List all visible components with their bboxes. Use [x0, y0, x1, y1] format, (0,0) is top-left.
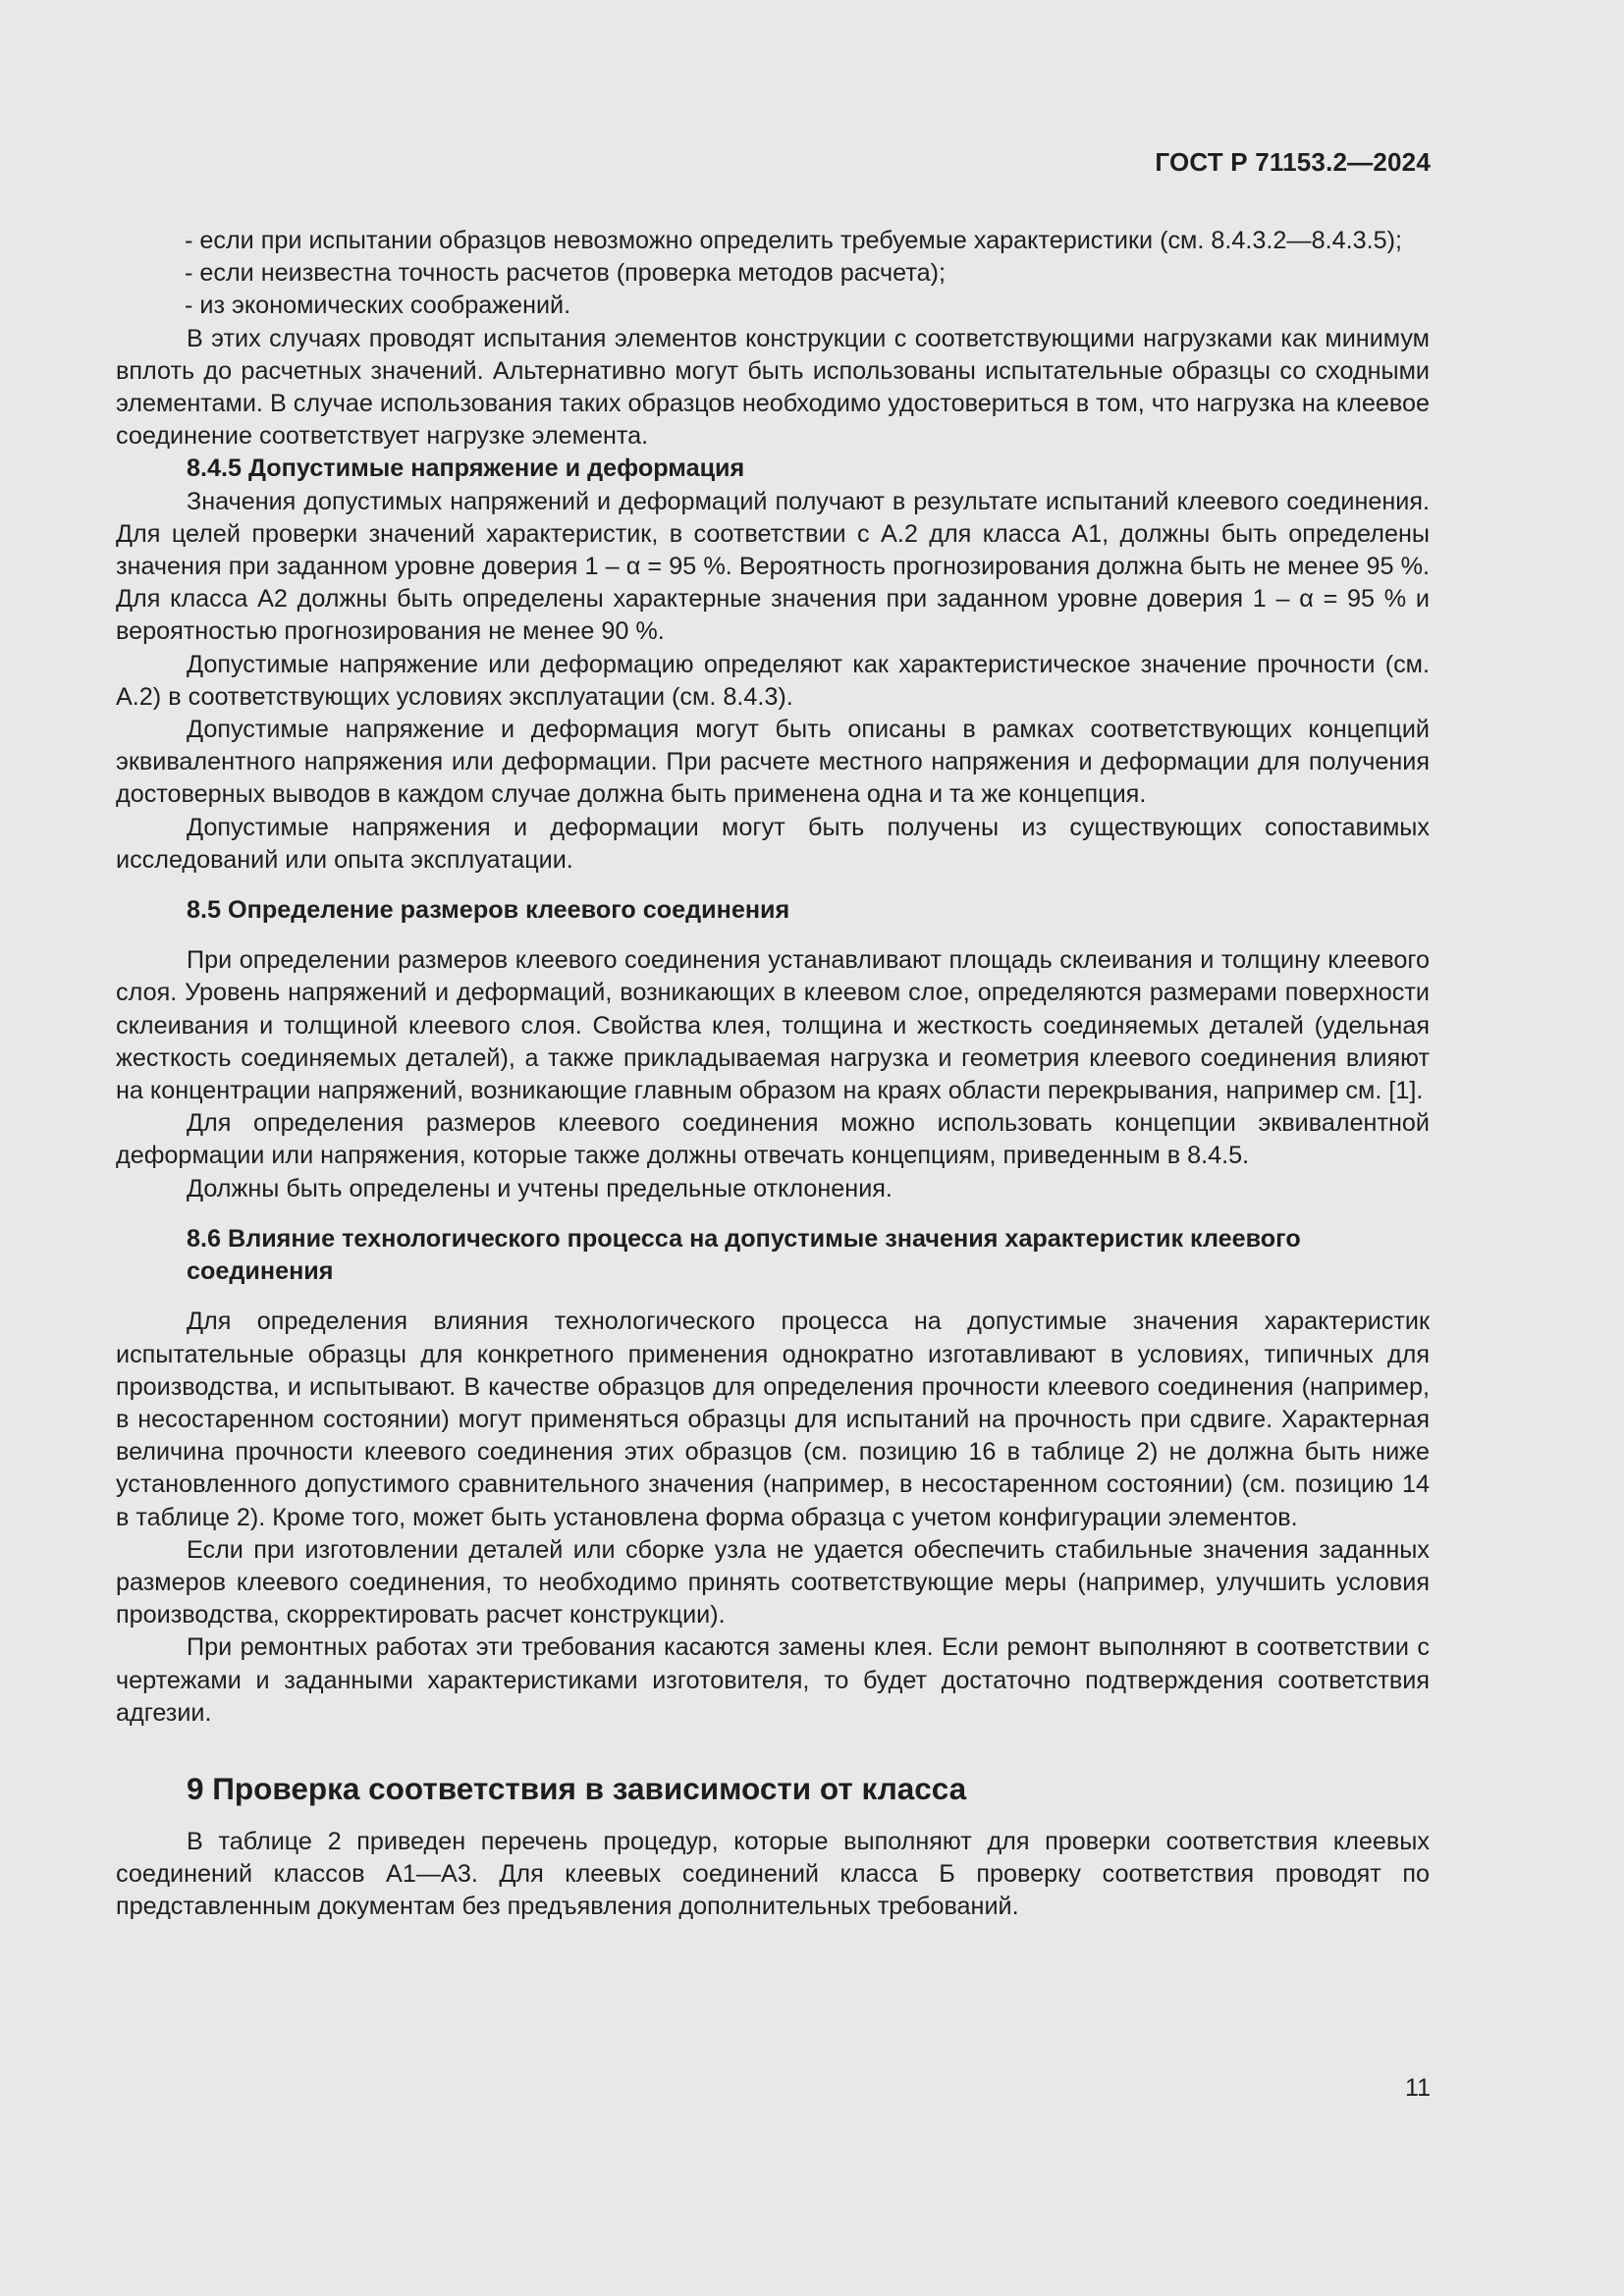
paragraph: В таблице 2 приведен перечень процедур, которые выполняют для проверки соответствия клеевых соединений классов А1—А3. Для клеевых соединений класса Б проверку соответствия проводят по представленным документам без предъявления дополнительных требований.	[116, 1827, 1430, 1921]
spacer	[116, 1808, 1430, 1826]
list-item: - из экономических соображений.	[185, 292, 571, 320]
paragraph: Для определения влияния технологического процесса на допустимые значения характеристик испытательные образцы для конкретного применения однократно изготавливают в условиях, типичных для производства, и испытывают. В качестве образцов для определения прочности клеевого соединения (например, в несостаренном состоянии) могут применяться образцы для испытаний на прочность при сдвиге. Характерная величина прочности клеевого соединения этих образцов (см. позицию 16 в таблице 2) не должна быть ниже установленного допустимого сравнительного значения (например, в несостаренном состоянии) (см. позицию 14 в таблице 2). Кроме того, может быть установлена форма образца с учетом конфигурации элементов.	[116, 1308, 1430, 1531]
spacer	[116, 1205, 1430, 1223]
paragraph: Допустимые напряжение и деформация могут быть описаны в рамках соответствующих концепций эквивалентного напряжения или деформации. При расчете местного напряжения и деформации для получения достоверных выводов в каждом случае должна быть применена одна и та же концепция.	[116, 716, 1430, 809]
paragraph: Если при изготовлении деталей или сборке узла не удается обеспечить стабильные значения заданных размеров клеевого соединения, то необходимо принять соответствующие меры (например, улучшить условия производства, скорректировать расчет конструкции).	[116, 1535, 1430, 1629]
document-code-header: ГОСТ Р 71153.2—2024	[1155, 147, 1431, 177]
paragraph: Должны быть определены и учтены предельные отклонения.	[187, 1174, 893, 1202]
paragraph: Допустимые напряжения и деформации могут быть получены из существующих сопоставимых исследований или опыта эксплуатации.	[116, 813, 1430, 874]
section-title-8-6: 8.6 Влияние технологического процесса на допустимые значения характеристик клеевого соединения	[187, 1224, 1301, 1286]
paragraph: Для определения размеров клеевого соединения можно использовать концепции эквивалентной деформации или напряжения, которые также должны отвечать концепциям, приведенным в 8.4.5.	[116, 1109, 1430, 1170]
paragraph: При определении размеров клеевого соединения устанавливают площадь склеивания и толщину клеевого слоя. Уровень напряжений и деформаций, возникающих в клеевом слое, определяются размерами поверхности склеивания и толщиной клеевого слоя. Свойства клея, толщина и жесткость соединяемых деталей (удельная жесткость соединяемых деталей), а также прикладываемая нагрузка и геометрия клеевого соединения влияют на концентрации напряжений, возникающие главным образом на краях области перекрывания, например см. [1].	[116, 946, 1430, 1105]
section-title-8-5: 8.5 Определение размеров клеевого соединения	[187, 896, 790, 925]
page-number: 11	[1405, 2074, 1431, 2102]
spacer	[116, 1288, 1430, 1306]
subsection-title-8-4-5: 8.4.5 Допустимые напряжение и деформация	[187, 454, 745, 483]
paragraph: В этих случаях проводят испытания элементов конструкции с соответствующими нагрузками как минимум вплоть до расчетных значений. Альтернативно могут быть использованы испытательные образцы со сходными элементами. В случае использования таких образцов необходимо удостовериться в том, что нагрузка на клеевое соединение соответствует нагрузке элемента.	[116, 324, 1430, 451]
paragraph: Допустимые напряжение или деформацию определяют как характеристическое значение прочности (см. А.2) в соответствующих условиях эксплуатации (см. 8.4.3).	[116, 650, 1430, 711]
paragraph: Значения допустимых напряжений и деформаций получают в результате испытаний клеевого соединения. Для целей проверки значений характеристик, в соответствии с А.2 для класса А1, должны быть определены значения при заданном уровне доверия 1 – α = 95 %. Вероятность прогнозирования должна быть не менее 95 %. Для класса А2 должны быть определены характерные значения при заданном уровне доверия 1 – α = 95 % и вероятностью прогнозирования не менее 90 %.	[116, 487, 1430, 646]
paragraph: При ремонтных работах эти требования касаются замены клея. Если ремонт выполняют в соответствии с чертежами и заданными характеристиками изготовителя, то будет достаточно подтверждения соответствия адгезии.	[116, 1633, 1430, 1727]
page-content	[116, 225, 1430, 1924]
list-item: - если при испытании образцов невозможно определить требуемые характеристики (см. 8.4.3.2—8.4.3.5);	[185, 227, 1402, 254]
spacer	[116, 927, 1430, 944]
spacer	[116, 877, 1430, 894]
spacer	[116, 1730, 1430, 1769]
list-item: - если неизвестна точность расчетов (проверка методов расчета);	[185, 259, 946, 288]
chapter-title-9: 9 Проверка соответствия в зависимости от класса	[187, 1770, 967, 1806]
